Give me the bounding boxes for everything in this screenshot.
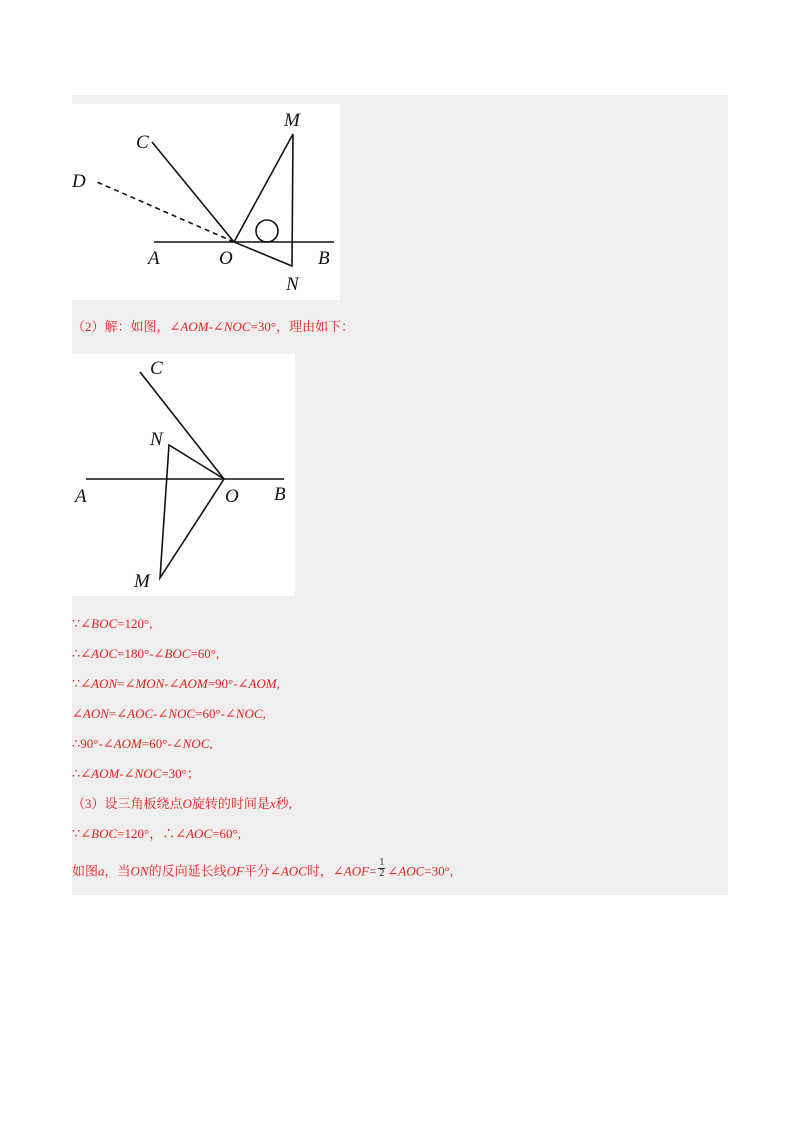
var: AOM (113, 736, 142, 751)
label-o: O (225, 486, 239, 507)
text: , (276, 676, 280, 691)
var: a (98, 863, 105, 879)
text: =30°； (161, 766, 200, 781)
var: NOC (235, 706, 263, 721)
var: BOC (91, 616, 118, 631)
figure-2 (72, 354, 295, 596)
text: =120°， (117, 826, 163, 841)
text: ∠ (387, 863, 399, 879)
part-3-given (72, 826, 241, 842)
text: ∴90°-∠ (72, 736, 114, 751)
text: 的反向延长线 (148, 863, 227, 879)
step-2 (72, 646, 219, 662)
text: =∠ (117, 676, 136, 691)
var: AON (91, 676, 118, 691)
text: =90°-∠ (207, 676, 249, 691)
text: ∠ (72, 706, 83, 721)
label-c: C (136, 132, 149, 153)
ray-oc (152, 142, 234, 242)
ray-od-dashed (97, 182, 234, 242)
step-6 (72, 766, 200, 782)
text: ∵∠ (72, 676, 92, 691)
triangle-hole (256, 220, 278, 242)
label-n: N (286, 274, 299, 295)
label-b: B (274, 484, 286, 505)
text: =120°, (117, 616, 153, 631)
text: =30°, (424, 863, 454, 879)
var: AOC (398, 863, 425, 879)
var: MON (135, 676, 165, 691)
var: NOC (168, 706, 196, 721)
text: =180°-∠ (117, 646, 165, 661)
var: NOC (134, 766, 162, 781)
var: AOM (91, 766, 120, 781)
text: =60°-∠ (195, 706, 236, 721)
text: ∴∠ (72, 646, 92, 661)
var: O (182, 796, 192, 811)
triangle-omn (160, 445, 224, 578)
solution-part-3-heading (72, 796, 292, 812)
text: （2）解：如图，∠ (72, 319, 181, 334)
ray-oc (140, 372, 224, 479)
text: ∵∠ (72, 616, 92, 631)
step-1 (72, 616, 152, 632)
text: , (209, 736, 213, 751)
triangle-omn (234, 134, 293, 266)
text: -∠ (164, 676, 180, 691)
text: ，当 (104, 863, 131, 879)
text: -∠ (208, 319, 224, 334)
figure-1 (72, 104, 340, 300)
label-a: A (75, 486, 87, 507)
text: 平分∠ (243, 863, 281, 879)
var: ON (130, 863, 149, 879)
text: -∠ (119, 766, 135, 781)
var: AOF (343, 863, 370, 879)
text: 如图 (72, 863, 99, 879)
step-3 (72, 676, 280, 692)
var: AOC (186, 826, 213, 841)
text: -∠ (153, 706, 169, 721)
fraction-denominator: 2 (379, 868, 385, 879)
fraction-numerator: 1 (379, 857, 385, 868)
var: x (269, 796, 276, 811)
var: AOM (248, 676, 277, 691)
label-m: M (134, 571, 150, 592)
var: OF (226, 863, 244, 879)
var: AON (82, 706, 109, 721)
var: BOC (164, 646, 191, 661)
text: 时，∠ (306, 863, 344, 879)
var: BOC (91, 826, 118, 841)
text: , (262, 706, 266, 721)
step-5 (72, 736, 213, 752)
text: 旋转的时间是 (191, 796, 270, 811)
text: 秒, (275, 796, 292, 811)
text: = (369, 863, 377, 879)
var: NOC (223, 319, 251, 334)
text: ∴∠ (162, 826, 187, 841)
figure-2-diagram (72, 354, 295, 596)
text: =60°, (190, 646, 220, 661)
text: =60°-∠ (141, 736, 183, 751)
var: AOC (127, 706, 154, 721)
text: ∵∠ (72, 826, 92, 841)
text: =60°, (212, 826, 241, 841)
label-o: O (219, 248, 233, 269)
var: AOC (91, 646, 118, 661)
label-n: N (150, 429, 163, 450)
var: AOC (280, 863, 307, 879)
step-4 (72, 706, 266, 722)
solution-part-2-heading (72, 319, 354, 335)
label-a: A (148, 248, 160, 269)
label-b: B (318, 248, 330, 269)
text: ∴∠ (72, 766, 92, 781)
label-d: D (72, 171, 86, 192)
label-c: C (150, 358, 163, 379)
text: =∠ (108, 706, 128, 721)
text: （3）设三角板绕点 (72, 796, 183, 811)
part-3-case-a (72, 857, 454, 883)
fraction-one-half (378, 858, 385, 879)
text: =30°，理由如下： (250, 319, 355, 334)
var: NOC (182, 736, 210, 751)
figure-1-diagram (72, 104, 340, 300)
label-m: M (284, 110, 300, 131)
var: AOM (180, 319, 209, 334)
var: AOM (179, 676, 208, 691)
